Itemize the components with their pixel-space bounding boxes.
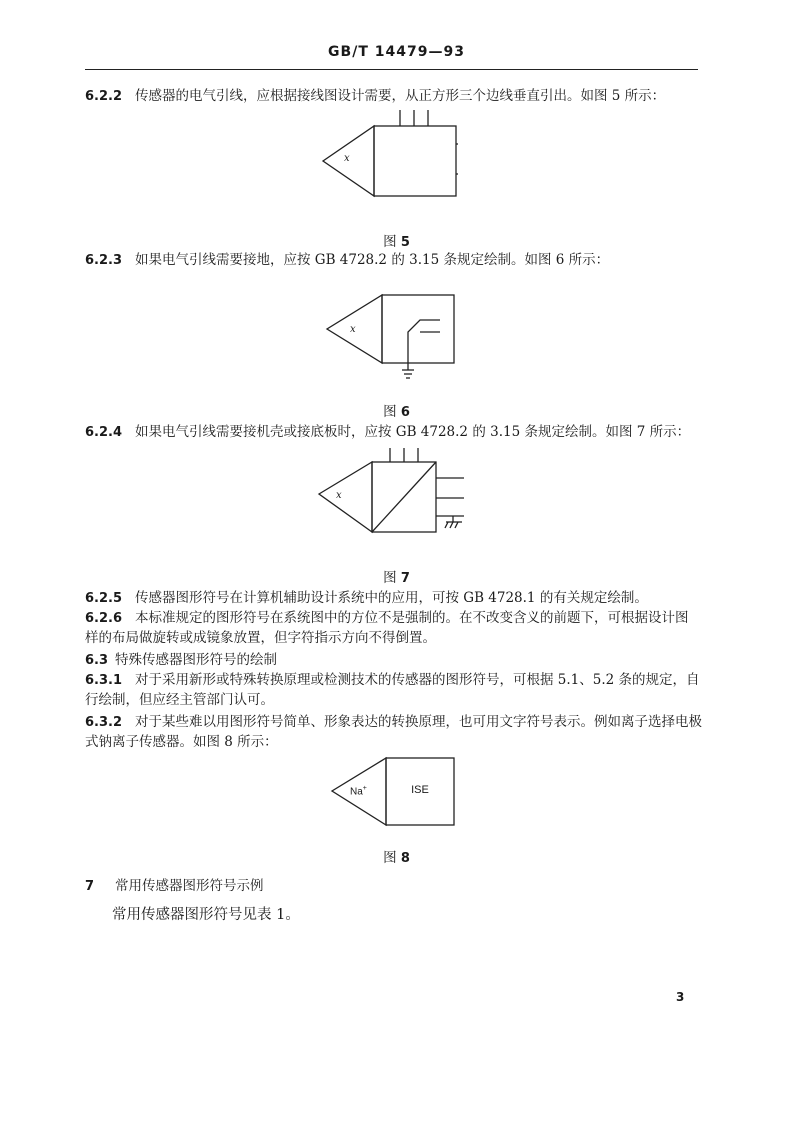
figure-7-caption: 图 7 (383, 570, 410, 586)
clause-text: 对于采用新形或特殊转换原理或检测技术的传感器的图形符号，可根据 5.1、5.2 条的规定，自 (135, 672, 700, 688)
ion-label: Na+ (350, 785, 367, 798)
clause-number: 6.2.2 (85, 89, 123, 104)
clause-number: 6.3.1 (85, 673, 123, 688)
clause-number: 6.2.5 (85, 591, 123, 606)
paragraph-6-2-4 (85, 422, 690, 443)
quantity-symbol: x (336, 490, 342, 501)
clause-number: 6.2.6 (85, 611, 123, 626)
paragraph-6-3-2 (85, 712, 702, 733)
paragraph-6-2-6-continued: 样的布局做旋转或成镜象放置，但字符指示方向不得倒置。 (85, 630, 436, 646)
document-header: GB/T 14479—93 (328, 44, 465, 60)
paragraph-6-3-1-continued: 行绘制，但应经主管部门认可。 (85, 692, 274, 708)
quantity-symbol: x (350, 324, 356, 335)
clause-text: 如果电气引线需要接机壳或接底板时，应按 GB 4728.2 的 3.15 条规定绘制。如图 7 所示： (135, 424, 691, 440)
diagonal-line (372, 462, 436, 532)
chassis-hatch-1 (445, 522, 448, 528)
quantity-symbol: x (344, 153, 350, 164)
clause-text: 如果电气引线需要接地，应按 GB 4728.2 的 3.15 条规定绘制。如图 6 所示： (135, 252, 610, 268)
section-number: 6.3 (85, 653, 109, 668)
figure-7-sensor-symbol (316, 446, 476, 546)
sensitive-triangle (319, 462, 372, 532)
section-7-body: 常用传感器图形符号见表 1。 (112, 907, 300, 923)
figure-6-caption: 图 6 (383, 404, 410, 420)
ise-label: ISE (411, 784, 429, 796)
figure-6-sensor-symbol (320, 292, 470, 387)
figure-5-caption: 图 5 (383, 234, 410, 250)
clause-text: 对于某些难以用图形符号简单、形象表达的转换原理，也可用文字符号表示。例如离子选择电极 (135, 714, 702, 730)
paragraph-6-2-5 (85, 588, 648, 609)
subsection-6-3-heading (85, 650, 277, 671)
converter-square (374, 126, 456, 196)
section-number: 7 (85, 879, 95, 894)
figure-8-caption: 图 8 (383, 850, 410, 866)
header-rule (85, 69, 698, 70)
section-7-heading (85, 876, 264, 897)
clause-text: 传感器图形符号在计算机辅助设计系统中的应用，可按 GB 4728.1 的有关规定绘制。 (135, 590, 648, 606)
section-title: 特殊传感器图形符号的绘制 (115, 652, 277, 668)
clause-number: 6.2.4 (85, 425, 123, 440)
paragraph-6-3-2-continued: 式钠离子传感器。如图 8 所示： (85, 734, 278, 750)
clause-text: 传感器的电气引线，应根据接线图设计需要，从正方形三个边线垂直引出。如图 5 所示： (135, 88, 666, 104)
converter-square (382, 295, 454, 363)
section-title: 常用传感器图形符号示例 (115, 878, 264, 894)
page-number: 3 (676, 990, 685, 1004)
figure-5-sensor-symbol (316, 104, 466, 214)
paragraph-6-2-3 (85, 250, 609, 271)
clause-number: 6.3.2 (85, 715, 123, 730)
chassis-hatch-2 (450, 522, 453, 528)
paragraph-6-3-1 (85, 670, 700, 691)
chassis-hatch-3 (455, 522, 458, 528)
clause-text: 本标准规定的图形符号在系统图中的方位不是强制的。在不改变含义的前题下，可根据设计图 (135, 610, 689, 626)
clause-number: 6.2.3 (85, 253, 123, 268)
paragraph-6-2-6 (85, 608, 689, 629)
